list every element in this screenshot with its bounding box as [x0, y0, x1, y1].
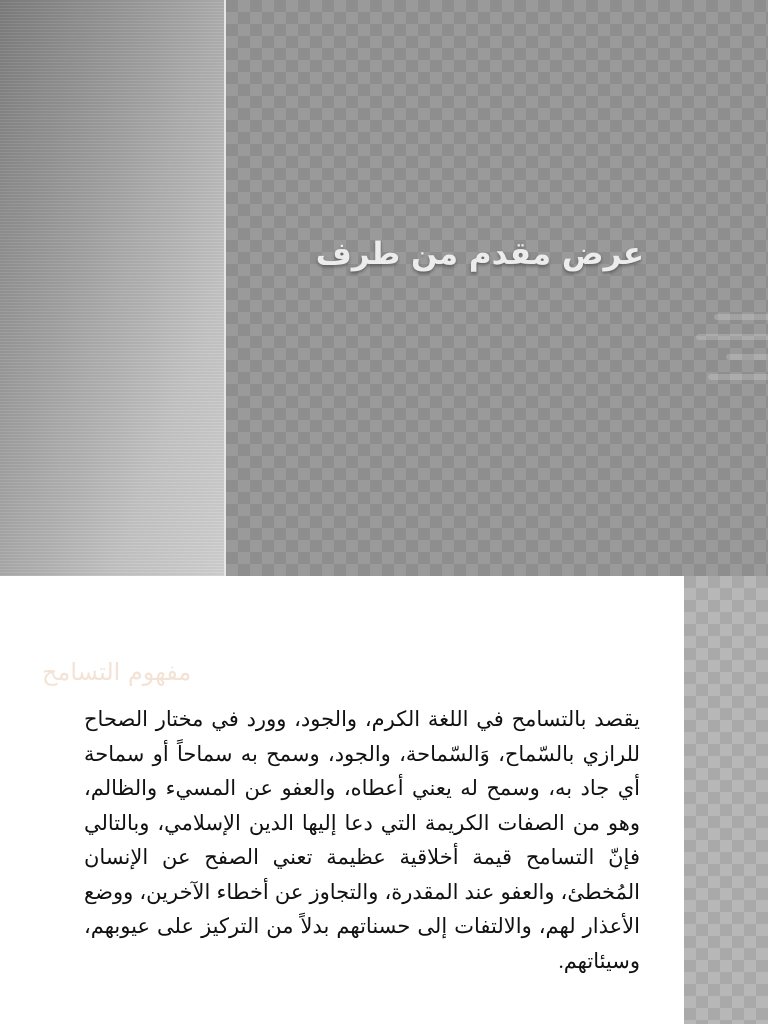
slide-decorative-strip [684, 576, 768, 1024]
slide-heading: مفهوم التسامح [42, 658, 192, 686]
content-slide [0, 576, 768, 1024]
slide-diamond-pattern-panel [226, 0, 768, 576]
slide-body-text: يقصد بالتسامح في اللغة الكرم، والجود، وورد في مختار الصحاح للرازي بالسّماح، وَالسّماحة، والجود، وسمح به سماحاً أو سماحة أي جاد به، وسمح له يعني أعطاه، والعفو عن المسيء والظالم، وهو من الصفات الكريمة التي دعا إليها الدين الإسلامي، وبالتالي فإنّ التسامح قيمة أخلاقية عظيمة تعني الصفح عن الإنسان المُخطئ، والعفو عند المقدرة، والتجاوز عن أخطاء الآخرين، ووضع الأعذار لهم، والالتفات إلى حسناتهم بدلاً من التركيز على عيوبهم، وسيئاتهم. [84, 707, 640, 973]
slide-title: عرض مقدم من طرف [315, 236, 644, 272]
slide-left-gradient-panel [0, 0, 224, 576]
faded-subtitle-placeholder [678, 300, 768, 410]
